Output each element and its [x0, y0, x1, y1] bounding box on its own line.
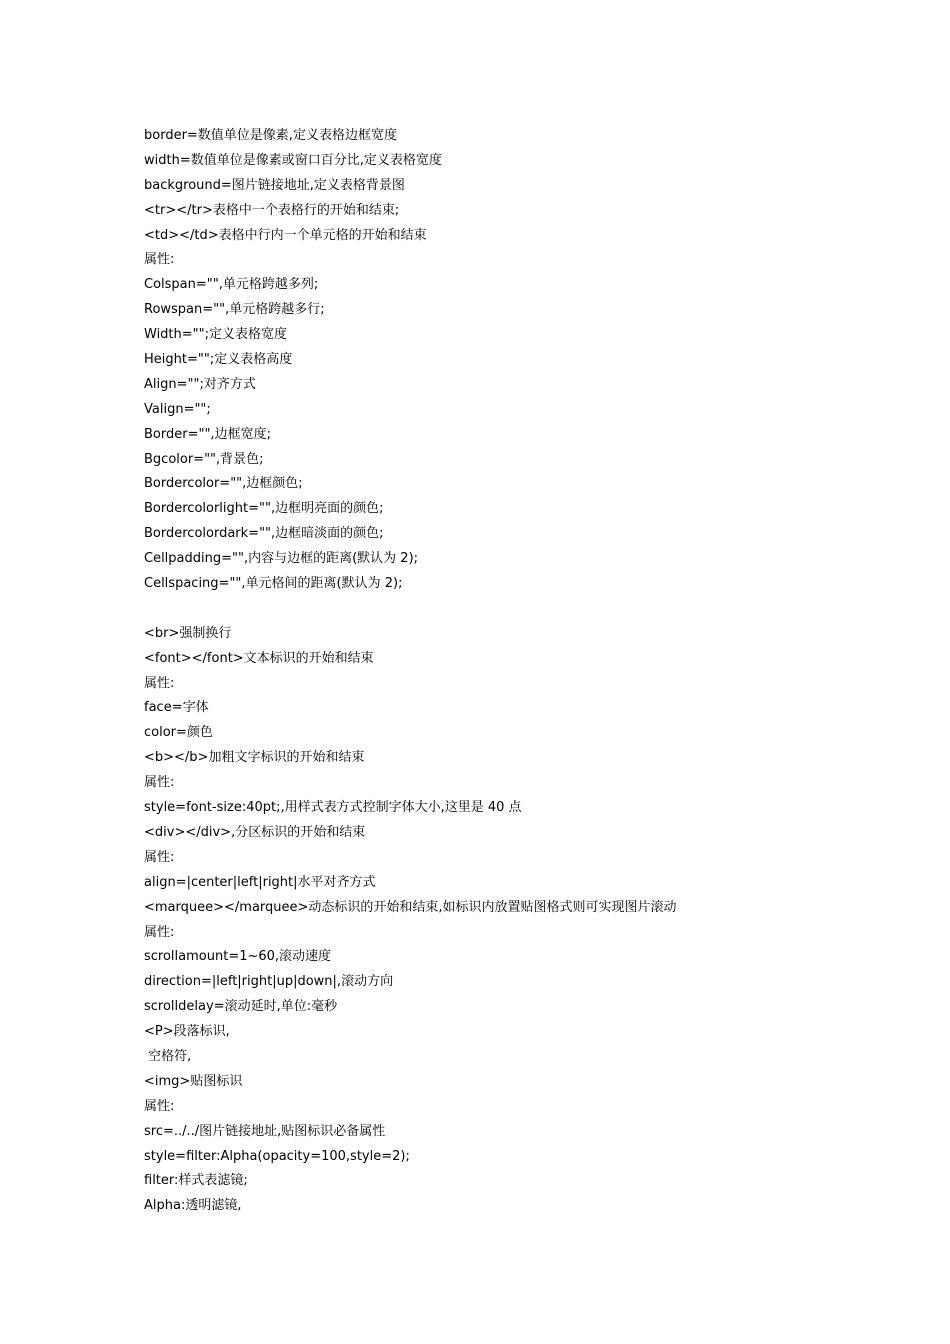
- blank-line: [144, 597, 904, 622]
- text-line: Cellspacing="",单元格间的距离(默认为 2);: [144, 576, 403, 592]
- text-line: 属性:: [144, 924, 175, 940]
- text-line: Rowspan="",单元格跨越多行;: [144, 302, 325, 318]
- text-line: Bordercolordark="",边框暗淡面的颜色;: [144, 526, 384, 542]
- text-line: 属性:: [144, 252, 175, 268]
- text-line: style=filter:Alpha(opacity=100,style=2);: [144, 1148, 410, 1164]
- text-line: 属性:: [144, 849, 175, 865]
- text-line: Height="";定义表格高度: [144, 352, 293, 368]
- text-line: <tr></tr>表格中一个表格行的开始和结束;: [144, 202, 400, 218]
- text-line: width=数值单位是像素或窗口百分比,定义表格宽度: [144, 152, 442, 168]
- text-line: style=font-size:40pt;,用样式表方式控制字体大小,这里是 40 点: [144, 800, 522, 816]
- text-line: scrollamount=1~60,滚动速度: [144, 949, 332, 965]
- text-line: border=数值单位是像素,定义表格边框宽度: [144, 128, 397, 143]
- text-line: background=图片链接地址,定义表格背景图: [144, 177, 405, 193]
- text-line: face=字体: [144, 700, 209, 716]
- text-line: <P>段落标识,: [144, 1024, 230, 1040]
- text-line: scrolldelay=滚动延时,单位:毫秒: [144, 999, 338, 1015]
- text-line: <marquee></marquee>动态标识的开始和结束,如标识内放置贴图格式则可实现图片滚动: [144, 899, 677, 915]
- text-line: 空格符,: [144, 1048, 192, 1064]
- text-line: 属性:: [144, 1098, 175, 1114]
- text-line: <img>贴图标识: [144, 1073, 243, 1089]
- text-line: 属性:: [144, 775, 175, 791]
- text-line: Valign="";: [144, 401, 211, 417]
- text-line: 属性:: [144, 675, 175, 691]
- text-line: <font></font>文本标识的开始和结束: [144, 650, 374, 666]
- text-line: <b></b>加粗文字标识的开始和结束: [144, 750, 365, 766]
- text-line: src=../../图片链接地址,贴图标识必备属性: [144, 1123, 386, 1139]
- text-line: Colspan="",单元格跨越多列;: [144, 277, 319, 293]
- text-line: Cellpadding="",内容与边框的距离(默认为 2);: [144, 551, 419, 567]
- document-body: [144, 124, 904, 1219]
- text-line: Border="",边框宽度;: [144, 426, 271, 442]
- text-line: Align="";对齐方式: [144, 376, 256, 392]
- text-line: align=|center|left|right|水平对齐方式: [144, 874, 376, 890]
- text-line: Bgcolor="",背景色;: [144, 451, 264, 467]
- text-line: <br>强制换行: [144, 625, 232, 641]
- text-line: Bordercolor="",边框颜色;: [144, 476, 303, 492]
- text-line: <td></td>表格中行内一个单元格的开始和结束: [144, 227, 427, 243]
- text-line: Bordercolorlight="",边框明亮面的颜色;: [144, 501, 384, 517]
- text-line: Width="";定义表格宽度: [144, 327, 288, 343]
- text-line: Alpha:透明滤镜,: [144, 1198, 242, 1214]
- text-line: filter:样式表滤镜;: [144, 1173, 248, 1189]
- text-line: <div></div>,分区标识的开始和结束: [144, 824, 366, 840]
- text-line: color=颜色: [144, 725, 213, 741]
- text-line: direction=|left|right|up|down|,滚动方向: [144, 974, 394, 990]
